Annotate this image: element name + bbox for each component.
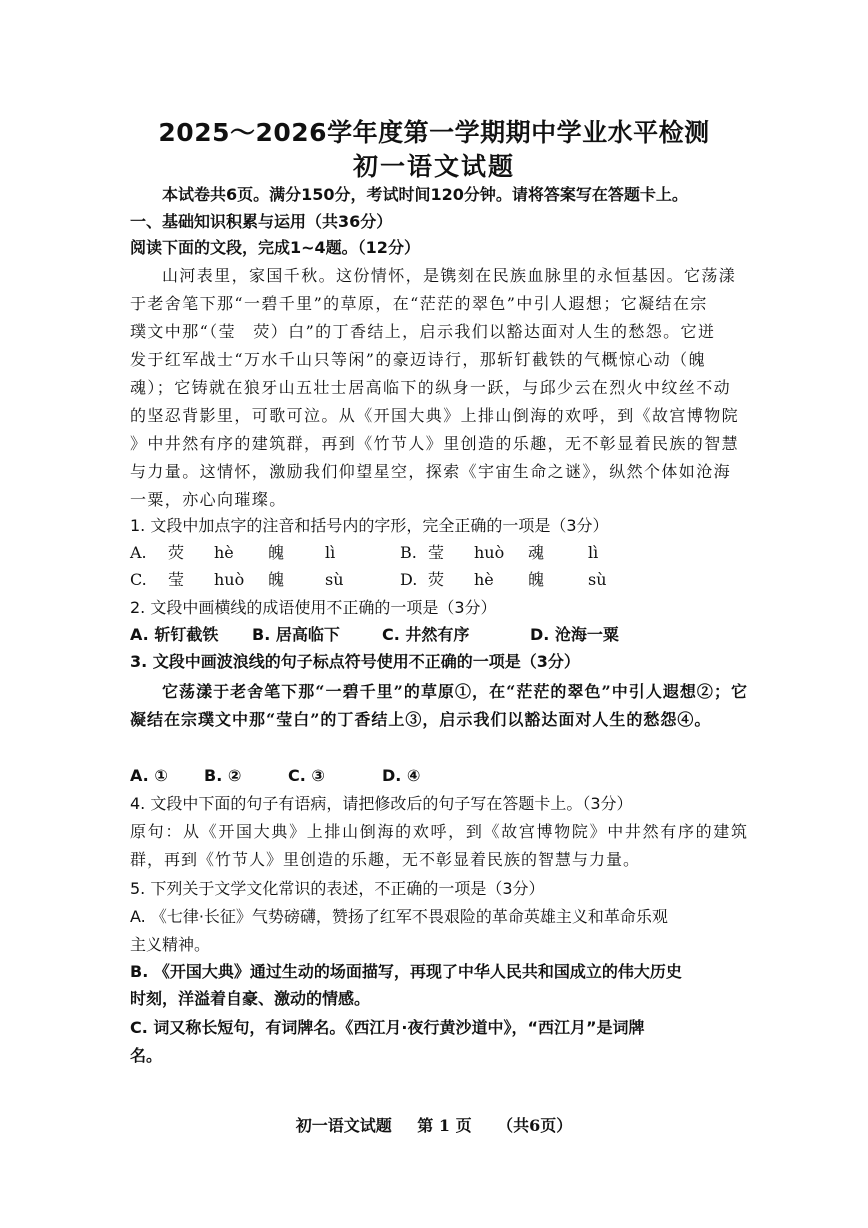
q3-stem: 3. 文段中画波浪线的句子标点符号使用不正确的一项是（3分）	[130, 652, 580, 671]
instructions: 本试卷共6页。满分150分，考试时间120分钟。请将答案写在答题卡上。	[162, 185, 688, 204]
q5-option-b: B. 《开国大典》通过生动的场面描写，再现了中华人民共和国成立的伟大历史	[130, 962, 682, 981]
q5-option-c: C. 词又称长短句，有词牌名。《西江月·夜行黄沙道中》，“西江月”是词牌	[130, 1018, 645, 1037]
q4-original-sentence: 原句：从《开国大典》上排山倒海的欢呼，到《故宫博物院》中井然有序的建筑群，再到《竹节人》里创造的乐趣，无不彰显着民族的智慧与力量。	[130, 822, 748, 869]
q2-option-b: B. 居高临下	[252, 625, 340, 644]
q2-option-d: D. 沧海一粟	[530, 625, 619, 644]
passage-line: 的坚忍背影里，可歌可泣。从《开国大典》上排山倒海的欢呼，到《故宫博物院	[130, 406, 740, 425]
q3-option-d: D. ④	[382, 766, 421, 785]
q3-option-b: B. ②	[204, 766, 242, 785]
footer-total-pages: （共6页）	[497, 1116, 573, 1135]
q5-option-a: A. 《七律·长征》气势磅礴，赞扬了红军不畏艰险的革命英雄主义和革命乐观	[130, 907, 668, 926]
q2-option-c: C. 井然有序	[382, 625, 470, 644]
exam-subtitle: 初一语文试题	[352, 152, 515, 181]
passage-line: 魂）；它铸就在狼牙山五壮士居高临下的纵身一跃，与邱少云在烈火中纹丝不动	[130, 378, 732, 397]
exam-page: 2025～2026学年度第一学期期中学业水平检测 初一语文试题 本试卷共6页。满分150分，考试时间120分钟。请将答案写在答题卡上。 一、基础知识积累与运用（共36分） 阅读下面的文段，完成1~4题。（12分） 山河表里，家国千秋。这份情怀，是镌刻在民族血脉里的永恒基因。它荡漾 于老舍笔下那“一碧千里”的草原，在“茫茫的翠色”中引人遐想；它凝结在宗 璞文中那“（莹 荧）白”的丁香结上，启示我们以豁达面对人生的愁怨。它迸 发于红军战士“万水千山只等闲”的豪迈诗行，那斩钉截铁的气概惊心动（魄 魂）；它铸就在狼牙山五壮士居高临下的纵身一跃，与邱少云在烈火中纹丝不动 的坚忍背影里，可歌可泣。从《开国大典》上排山倒海的欢呼，到《故宫博物院 》中井然有序的建筑群，再到《竹节人》里创造的乐趣，无不彰显着民族的智慧 与力量。这情怀，激励我们仰望星空，探索《宇宙生命之谜》，纵然个体如沧海 一粟，亦心向璀璨。 1. 文段中加点字的注音和括号内的字形，完全正确的一项是（3分） A. 荧 hè 魄 lì B. 莹 huò 魂 lì C. 莹 huò 魄 sù D. 荧 hè 魄 sù 2. 文段中画横线的成语使用不正确的一项是（3分） A. 斩钉截铁 B. 居高临下 C. 井然有序 D. 沧海一粟 3. 文段中画波浪线的句子标点符号使用不正确的一项是（3分） 它荡漾于老舍笔下那“一碧千里”的草原①，在“茫茫的翠色”中引人遐想②；它凝结在宗璞文中那“莹白”的丁香结上③，启示我们以豁达面对人生的愁怨④。 A. ① B. ② C. ③ D. ④ 4. 文段中下面的句子有语病，请把修改后的句子写在答题卡上。（3分） 原句：从《开国大典》上排山倒海的欢呼，到《故宫博物院》中井然有序的建筑群，再到《竹节人》里创造的乐趣，无不彰显着民族的智慧与力量。 5. 下列关于文学文化常识的表述，不正确的一项是（3分） A. 《七律·长征》气势磅礴，赞扬了红军不畏艰险的革命英雄主义和革命乐观 主义精神。 B. 《开国大典》通过生动的场面描写，再现了中华人民共和国成立的伟大历史 时刻，洋溢着自豪、激动的情感。 C. 词又称长短句，有词牌名。《西江月·夜行黄沙道中》，“西江月”是词牌 名。 初一语文试题 第 1 页 （共6页）	[0, 0, 868, 1228]
footer-exam-name: 初一语文试题	[295, 1116, 392, 1135]
q3-option-a: A. ①	[130, 766, 168, 785]
q5-option-c-cont: 名。	[130, 1046, 163, 1065]
passage-line: 发于红军战士“万水千山只等闲”的豪迈诗行，那斩钉截铁的气概惊心动（魄	[130, 350, 706, 369]
passage-line: 璞文中那“（莹 荧）白”的丁香结上，启示我们以豁达面对人生的愁怨。它迸	[130, 322, 716, 341]
q4-stem: 4. 文段中下面的句子有语病，请把修改后的句子写在答题卡上。（3分）	[130, 794, 633, 813]
page-footer	[0, 1113, 868, 1136]
q3-option-c: C. ③	[288, 766, 325, 785]
q2-option-a: A. 斩钉截铁	[130, 625, 219, 644]
q1-stem: 1. 文段中加点字的注音和括号内的字形，完全正确的一项是（3分）	[130, 516, 609, 535]
passage-line: 与力量。这情怀，激励我们仰望星空，探索《宇宙生命之谜》，纵然个体如沧海	[130, 462, 732, 481]
passage-line: 山河表里，家国千秋。这份情怀，是镌刻在民族血脉里的永恒基因。它荡漾	[162, 266, 737, 285]
q3-quoted-sentence: 它荡漾于老舍笔下那“一碧千里”的草原①，在“茫茫的翠色”中引人遐想②；它凝结在宗璞文中那“莹白”的丁香结上③，启示我们以豁达面对人生的愁怨④。	[130, 682, 748, 729]
section-heading: 一、基础知识积累与运用（共36分）	[130, 212, 393, 231]
exam-title: 2025～2026学年度第一学期期中学业水平检测	[158, 118, 710, 147]
passage-line: 一粟，亦心向璀璨。	[130, 490, 287, 509]
reading-prompt: 阅读下面的文段，完成1~4题。（12分）	[130, 238, 420, 257]
q5-option-a-cont: 主义精神。	[130, 935, 211, 954]
footer-page-number: 第 1 页	[417, 1116, 472, 1135]
passage-line: 于老舍笔下那“一碧千里”的草原，在“茫茫的翠色”中引人遐想；它凝结在宗	[130, 294, 708, 313]
q5-stem: 5. 下列关于文学文化常识的表述，不正确的一项是（3分）	[130, 879, 545, 898]
q2-stem: 2. 文段中画横线的成语使用不正确的一项是（3分）	[130, 598, 497, 617]
passage-line: 》中井然有序的建筑群，再到《竹节人》里创造的乐趣，无不彰显着民族的智慧	[130, 434, 740, 453]
q5-option-b-cont: 时刻，洋溢着自豪、激动的情感。	[130, 989, 371, 1008]
